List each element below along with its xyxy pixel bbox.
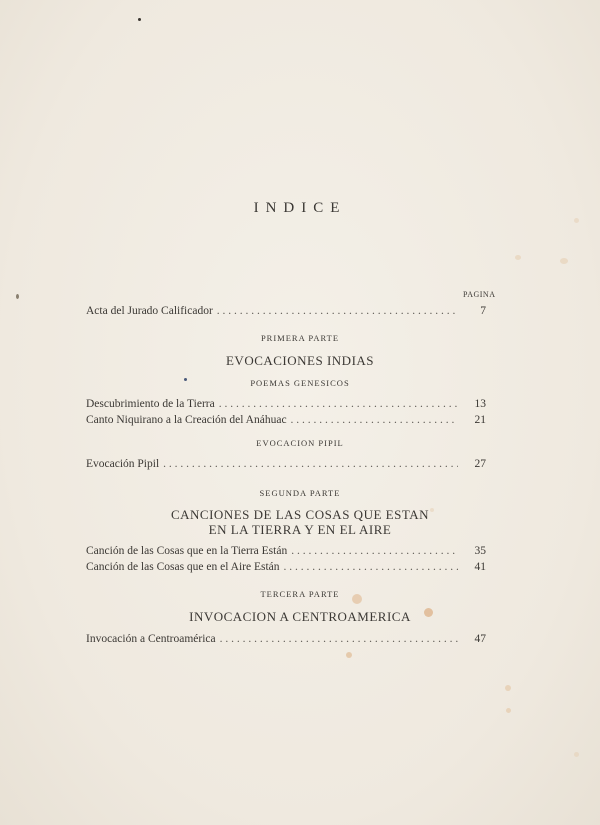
toc-entry-page: 21	[474, 414, 486, 426]
dot-leader	[284, 561, 458, 573]
dot-leader	[291, 414, 458, 426]
dot-leader	[219, 398, 458, 410]
ink-speck	[184, 378, 187, 381]
foxing-spot	[346, 652, 352, 658]
toc-entry	[86, 398, 486, 414]
toc-entry-label: Invocación a Centroamérica	[86, 633, 216, 645]
foxing-spot	[560, 258, 568, 264]
subsection-title: EVOCACION PIPIL	[256, 438, 344, 448]
part-label: PRIMERA PARTE	[260, 333, 340, 343]
toc-entry	[86, 561, 486, 577]
foxing-spot	[574, 218, 579, 223]
toc-entry	[86, 545, 486, 561]
toc-entry-label: Descubrimiento de la Tierra	[86, 398, 215, 410]
dot-leader	[217, 305, 458, 317]
toc-entry-page: 27	[474, 458, 486, 470]
index-title: INDICE	[253, 200, 347, 216]
toc-entry-label: Canción de las Cosas que en la Tierra Están	[86, 545, 288, 557]
foxing-spot	[424, 608, 433, 617]
section-title-line2: EN LA TIERRA Y EN EL AIRE	[208, 522, 392, 537]
toc-entry	[86, 414, 486, 430]
subsection-title: POEMAS GENESICOS	[250, 378, 350, 388]
toc-entry	[86, 458, 486, 474]
section-title: EVOCACIONES INDIAS	[225, 353, 375, 368]
foxing-spot	[430, 508, 434, 512]
dot-leader	[291, 545, 458, 557]
toc-entry-page: 47	[474, 633, 486, 645]
section-title: INVOCACION A CENTROAMERICA	[189, 609, 411, 624]
dot-leader	[163, 458, 458, 470]
toc-entry-page: 7	[480, 305, 486, 317]
ink-speck	[16, 294, 19, 299]
toc-entry-page: 41	[474, 561, 486, 573]
toc-entry-label: Acta del Jurado Calificador	[86, 305, 213, 317]
part-label: TERCERA PARTE	[260, 589, 340, 599]
dot-leader	[220, 633, 458, 645]
toc-entry	[86, 633, 486, 649]
foxing-spot	[506, 708, 511, 713]
foxing-spot	[505, 685, 511, 691]
section-title-line1: CANCIONES DE LAS COSAS QUE ESTAN	[170, 507, 429, 522]
foxing-spot	[515, 255, 521, 260]
toc-entry-label: Canción de las Cosas que en el Aire Están	[86, 561, 280, 573]
toc-entry-page: 35	[474, 545, 486, 557]
toc-entry-label: Canto Niquirano a la Creación del Anáhuac	[86, 414, 287, 426]
toc-entry-page: 13	[474, 398, 486, 410]
toc-entry	[86, 305, 486, 321]
foxing-spot	[574, 752, 579, 757]
foxing-spot	[352, 594, 362, 604]
page-column-label: PAGINA	[463, 290, 496, 299]
toc-entry-label: Evocación Pipil	[86, 458, 160, 470]
ink-speck	[138, 18, 141, 21]
part-label: SEGUNDA PARTE	[259, 488, 341, 498]
